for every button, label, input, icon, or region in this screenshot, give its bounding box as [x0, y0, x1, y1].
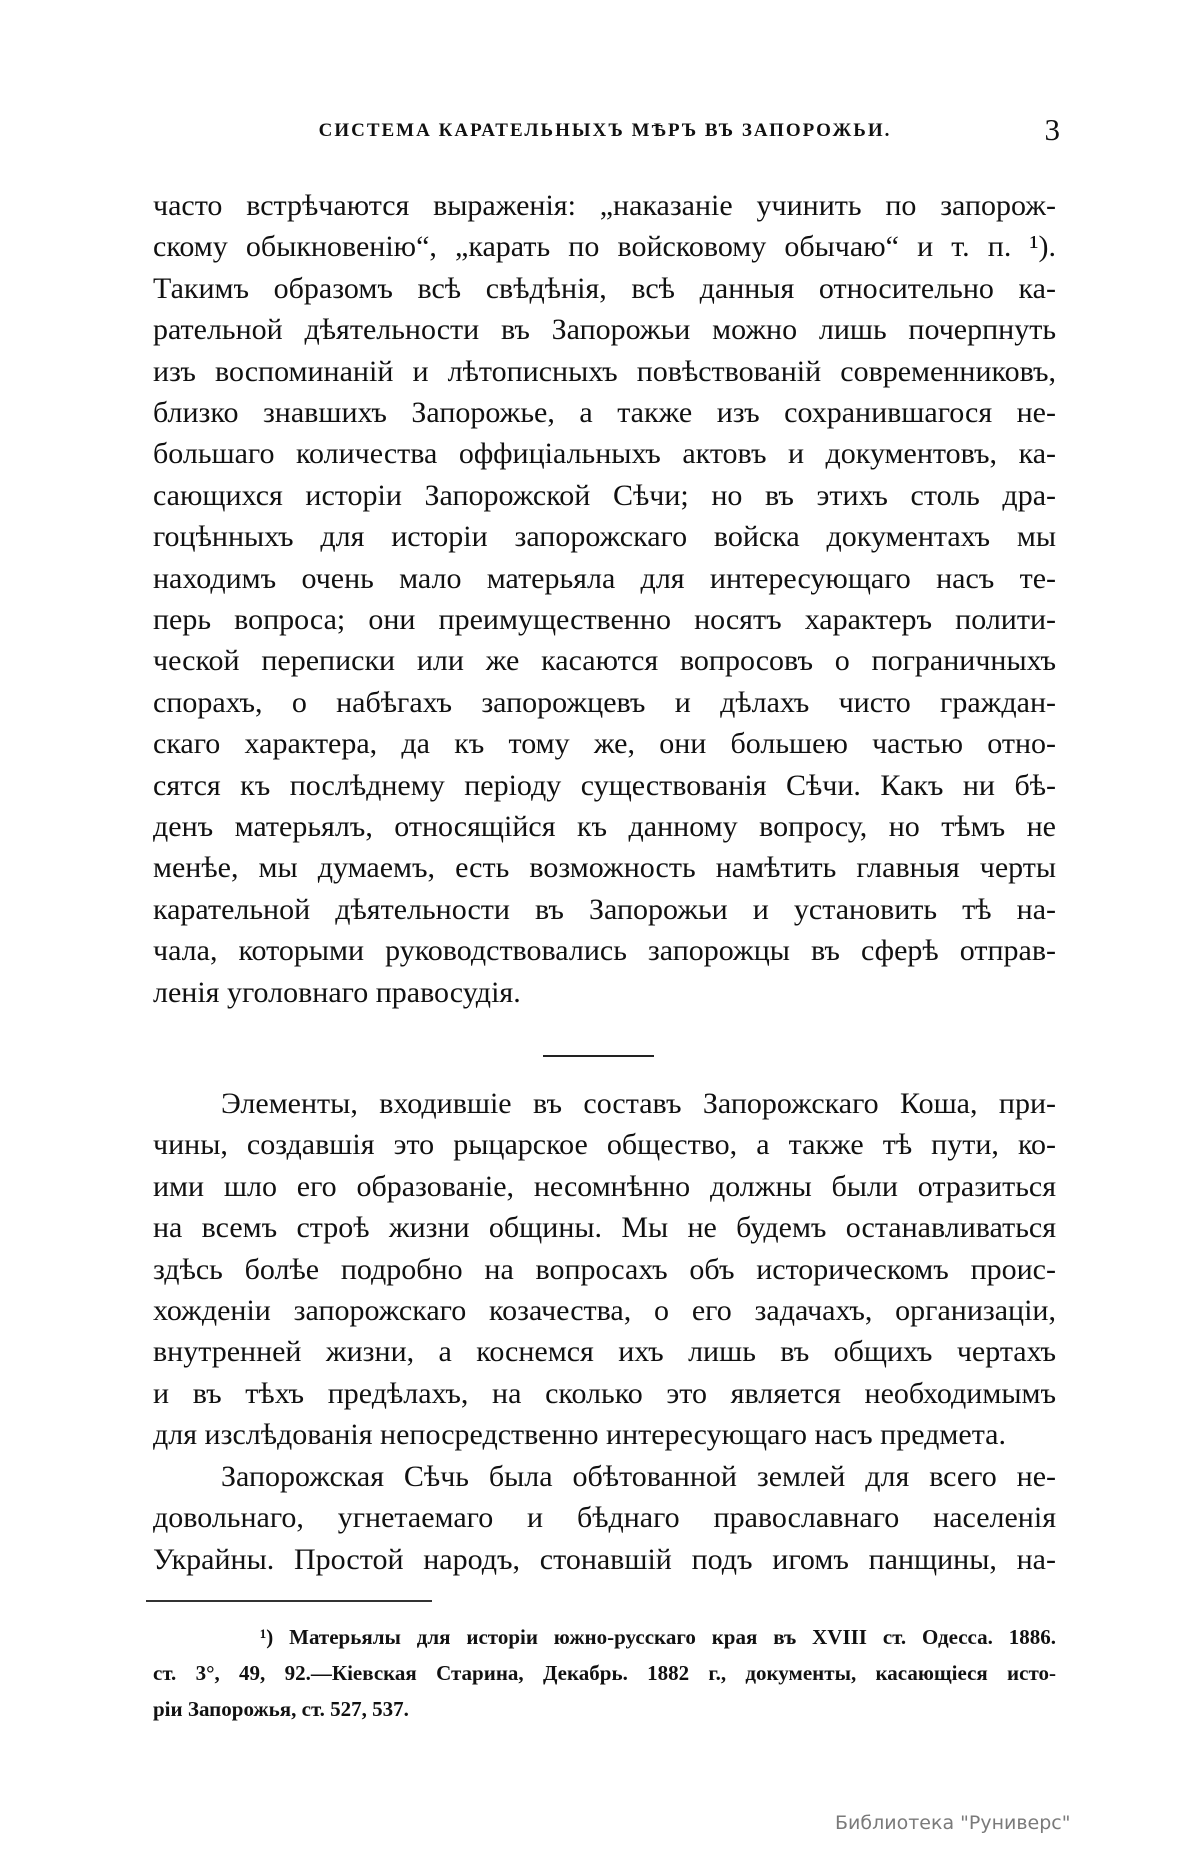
text-line: чины, создавшія это рыцарское общество, а также тѣ пути, ко-	[153, 1128, 1056, 1162]
text-line: хожденіи запорожскаго козачества, о его задачахъ, организаціи,	[153, 1294, 1056, 1327]
footnote-line: ріи Запорожья, ст. 527, 537.	[153, 1697, 409, 1721]
text-line: рательной дѣятельности въ Запорожьи можно лишь почерпнуть	[153, 313, 1056, 347]
text-line: ленія уголовнаго правосудія.	[153, 975, 521, 1009]
text-line: скому обыкновенію“, „карать по войсковому обычаю“ и т. п. ¹).	[153, 230, 1056, 264]
text-line: перь вопроса; они преимущественно носятъ характеръ полити-	[153, 603, 1056, 636]
text-line: менѣе, мы думаемъ, есть возможность намѣтить главныя черты	[153, 851, 1056, 885]
text-line: гоцѣнныхъ для исторіи запорожскаго войска документахъ мы	[153, 520, 1056, 554]
text-line: изъ воспоминаній и лѣтописныхъ повѣствованій современниковъ,	[153, 354, 1056, 388]
text-line: сающихся исторіи Запорожской Сѣчи; но въ этихъ столь дра-	[153, 478, 1056, 512]
text-line: довольнаго, угнетаемаго и бѣднаго православнаго населенія	[153, 1501, 1056, 1535]
text-line: ими шло его образованіе, несомнѣнно должны были отразиться	[153, 1169, 1056, 1203]
section-separator	[543, 1055, 654, 1057]
text-line: внутренней жизни, а коснемся ихъ лишь въ общихъ чертахъ	[153, 1335, 1056, 1369]
text-line: Украйны. Простой народъ, стонавшій подъ игомъ панщины, на-	[153, 1542, 1056, 1576]
library-watermark: Библиотека "Руниверс"	[835, 1812, 1071, 1834]
footnote-line: ст. 3°, 49, 92.—Кіевская Старина, Декабрь. 1882 г., документы, касающіеся исто-	[153, 1661, 1056, 1685]
text-line: Такимъ образомъ всѣ свѣдѣнія, всѣ данныя относительно ка-	[153, 271, 1056, 305]
text-line: для изслѣдованія непосредственно интересующаго насъ предмета.	[153, 1418, 1006, 1452]
text-line: скаго характера, да къ тому же, они большею частью отно-	[153, 727, 1056, 761]
running-title: СИСТЕМА КАРАТЕЛЬНЫХЪ МѢРЪ ВЪ ЗАПОРОЖЬИ.	[318, 120, 892, 141]
page-number: 3	[1044, 112, 1060, 147]
text-line: чала, которыми руководствовались запорожцы въ сферѣ отправ-	[153, 934, 1056, 968]
text-line: сятся къ послѣднему періоду существованія Сѣчи. Какъ ни бѣ-	[153, 768, 1056, 802]
text-line: находимъ очень мало матерьяла для интересующаго насъ те-	[153, 561, 1056, 595]
footnote-line: ¹) Матерьялы для исторіи южно-русскаго края въ XVIII ст. Одесса. 1886.	[260, 1625, 1056, 1649]
text-line: ческой переписки или же касаются вопросовъ о пограничныхъ	[153, 644, 1056, 678]
text-line: близко знавшихъ Запорожье, а также изъ сохранившагося не-	[153, 396, 1056, 429]
text-line: спорахъ, о набѣгахъ запорожцевъ и дѣлахъ чисто граждан-	[153, 685, 1056, 719]
text-line: Элементы, входившіе въ составъ Запорожскаго Коша, при-	[221, 1087, 1056, 1120]
text-line: карательной дѣятельности въ Запорожьи и установить тѣ на-	[153, 892, 1056, 926]
text-line: часто встрѣчаются выраженія: „наказаніе учинить по запорож-	[153, 189, 1056, 222]
footnote-rule	[146, 1600, 432, 1602]
text-line: большаго количества оффиціальныхъ актовъ и документовъ, ка-	[153, 437, 1056, 471]
text-line: Запорожская Сѣчь была обѣтованной землей для всего не-	[221, 1460, 1056, 1493]
text-line: на всемъ строѣ жизни общины. Мы не будемъ останавливаться	[153, 1211, 1056, 1245]
text-line: и въ тѣхъ предѣлахъ, на сколько это является необходимымъ	[153, 1376, 1056, 1410]
text-line: денъ матерьялъ, относящійся къ данному вопросу, но тѣмъ не	[153, 810, 1056, 843]
text-line: здѣсь болѣе подробно на вопросахъ объ историческомъ проис-	[153, 1252, 1056, 1286]
